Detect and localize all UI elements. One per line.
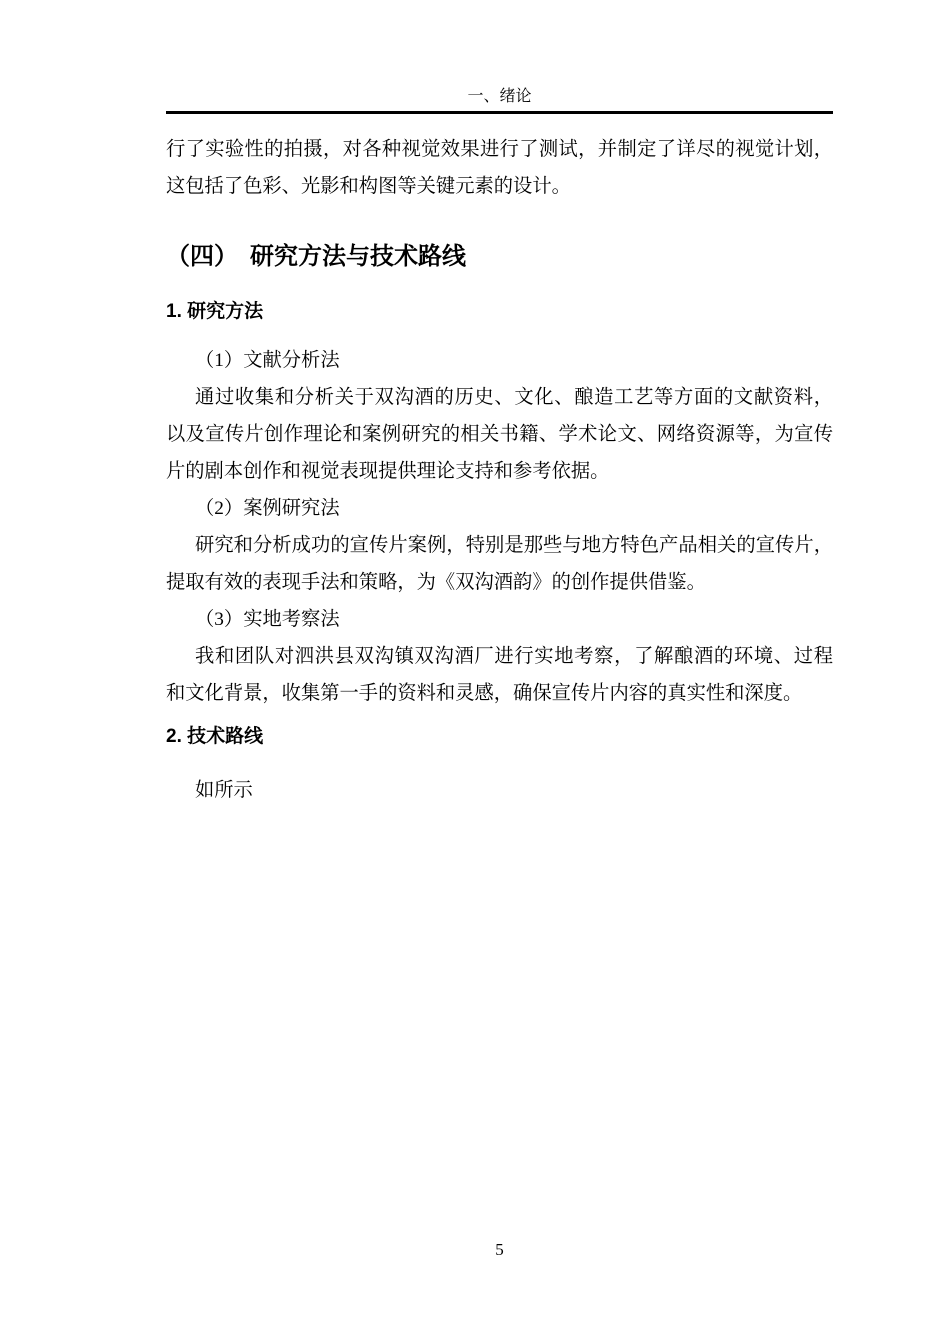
paragraph-line: 如所示 [195, 780, 253, 801]
paragraph-line: 行了实验性的拍摄，对各种视觉效果进行了测试，并制定了详尽的视觉计划， [166, 139, 833, 160]
page-header [166, 88, 833, 114]
paragraph-line: 研究和分析成功的宣传片案例，特别是那些与地方特色产品相关的宣传片， [195, 535, 833, 556]
intro-paragraph [166, 131, 833, 205]
page-footer [166, 1240, 833, 1260]
header-section-label: 一、绪论 [467, 88, 532, 105]
tech-route-paragraph [166, 772, 833, 809]
method-item-title: （3）实地考察法 [195, 609, 340, 630]
paragraph-line: 这包括了色彩、光影和构图等关键元素的设计。 [166, 176, 571, 197]
method-item-title: （2）案例研究法 [195, 498, 340, 519]
page-number: 5 [495, 1240, 504, 1259]
paragraph-line: 我和团队对泗洪县双沟镇双沟酒厂进行实地考察，了解酿酒的环境、过程 [195, 646, 833, 667]
paragraph-line: 通过收集和分析关于双沟酒的历史、文化、酿造工艺等方面的文献资料， [195, 387, 833, 408]
methods-block [166, 342, 833, 712]
paragraph-line: 以及宣传片创作理论和案例研究的相关书籍、学术论文、网络资源等，为宣传 [166, 424, 833, 445]
paragraph-line: 片的剧本创作和视觉表现提供理论支持和参考依据。 [166, 461, 610, 482]
paragraph-line: 提取有效的表现手法和策略，为《双沟酒韵》的创作提供借鉴。 [166, 572, 706, 593]
method-item-title: （1）文献分析法 [195, 350, 340, 371]
paragraph-line: 和文化背景，收集第一手的资料和灵感，确保宣传片内容的真实性和深度。 [166, 683, 803, 704]
page-content [166, 131, 833, 809]
section-heading: （四） 研究方法与技术路线 [166, 243, 466, 270]
subsection-heading-tech-route: 2. 技术路线 [166, 726, 264, 747]
subsection-heading-methods: 1. 研究方法 [166, 301, 264, 322]
